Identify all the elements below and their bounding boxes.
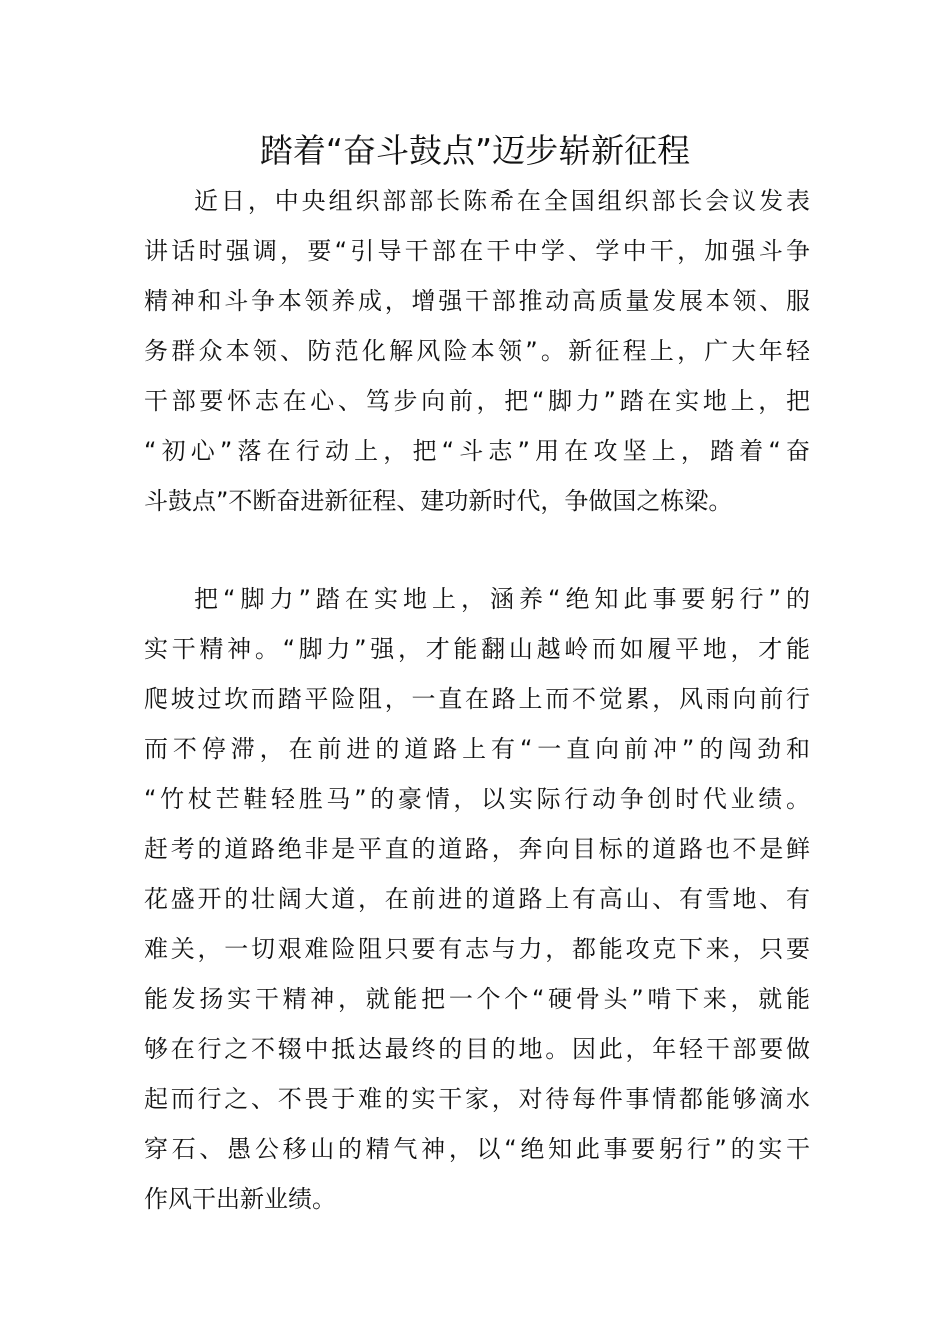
paragraph-2 xyxy=(144,574,810,1224)
paragraph-line: 难关，一切艰难险阻只要有志与力，都能攻克下来，只要 xyxy=(144,935,810,963)
paragraph-line: 够在行之不辍中抵达最终的目的地。因此，年轻干部要做 xyxy=(144,1035,810,1063)
paragraph-line: 讲话时强调，要“引导干部在干中学、学中干，加强斗争 xyxy=(144,237,810,265)
paragraph-line: 花盛开的壮阔大道，在前进的道路上有高山、有雪地、有 xyxy=(144,885,810,913)
paragraph-line: 爬坡过坎而踏平险阻，一直在路上而不觉累，风雨向前行 xyxy=(144,685,810,713)
paragraph-line: “竹杖芒鞋轻胜马”的豪情，以实际行动争创时代业绩。 xyxy=(144,785,810,813)
paragraph-line: 而不停滞，在前进的道路上有“一直向前冲”的闯劲和 xyxy=(144,735,810,763)
paragraph-line: 干部要怀志在心、笃步向前，把“脚力”踏在实地上，把 xyxy=(144,387,810,415)
document-title: 踏着“奋斗鼓点”迈步崭新征程 xyxy=(259,131,691,170)
paragraph-line: 务群众本领、防范化解风险本领”。新征程上，广大年轻 xyxy=(144,337,810,365)
paragraph-1 xyxy=(144,176,810,526)
paragraph-line: 近日，中央组织部部长陈希在全国组织部长会议发表 xyxy=(194,187,810,215)
paragraph-line: 作风干出新业绩。 xyxy=(144,1185,336,1213)
paragraph-line: 斗鼓点”不断奋进新征程、建功新时代，争做国之栋梁。 xyxy=(144,487,733,515)
paragraph-line: 把“脚力”踏在实地上，涵养“绝知此事要躬行”的 xyxy=(194,585,810,613)
paragraph-line: “初心”落在行动上，把“斗志”用在攻坚上，踏着“奋 xyxy=(144,437,810,465)
paragraph-line: 能发扬实干精神，就能把一个个“硬骨头”啃下来，就能 xyxy=(144,985,810,1013)
paragraph-line: 起而行之、不畏于难的实干家，对待每件事情都能够滴水 xyxy=(144,1085,810,1113)
paragraph-line: 赶考的道路绝非是平直的道路，奔向目标的道路也不是鲜 xyxy=(144,835,810,863)
paragraph-line: 穿石、愚公移山的精气神，以“绝知此事要躬行”的实干 xyxy=(144,1135,810,1163)
paragraph-line: 精神和斗争本领养成，增强干部推动高质量发展本领、服 xyxy=(144,287,810,315)
paragraph-line: 实干精神。“脚力”强，才能翻山越岭而如履平地，才能 xyxy=(144,635,810,663)
